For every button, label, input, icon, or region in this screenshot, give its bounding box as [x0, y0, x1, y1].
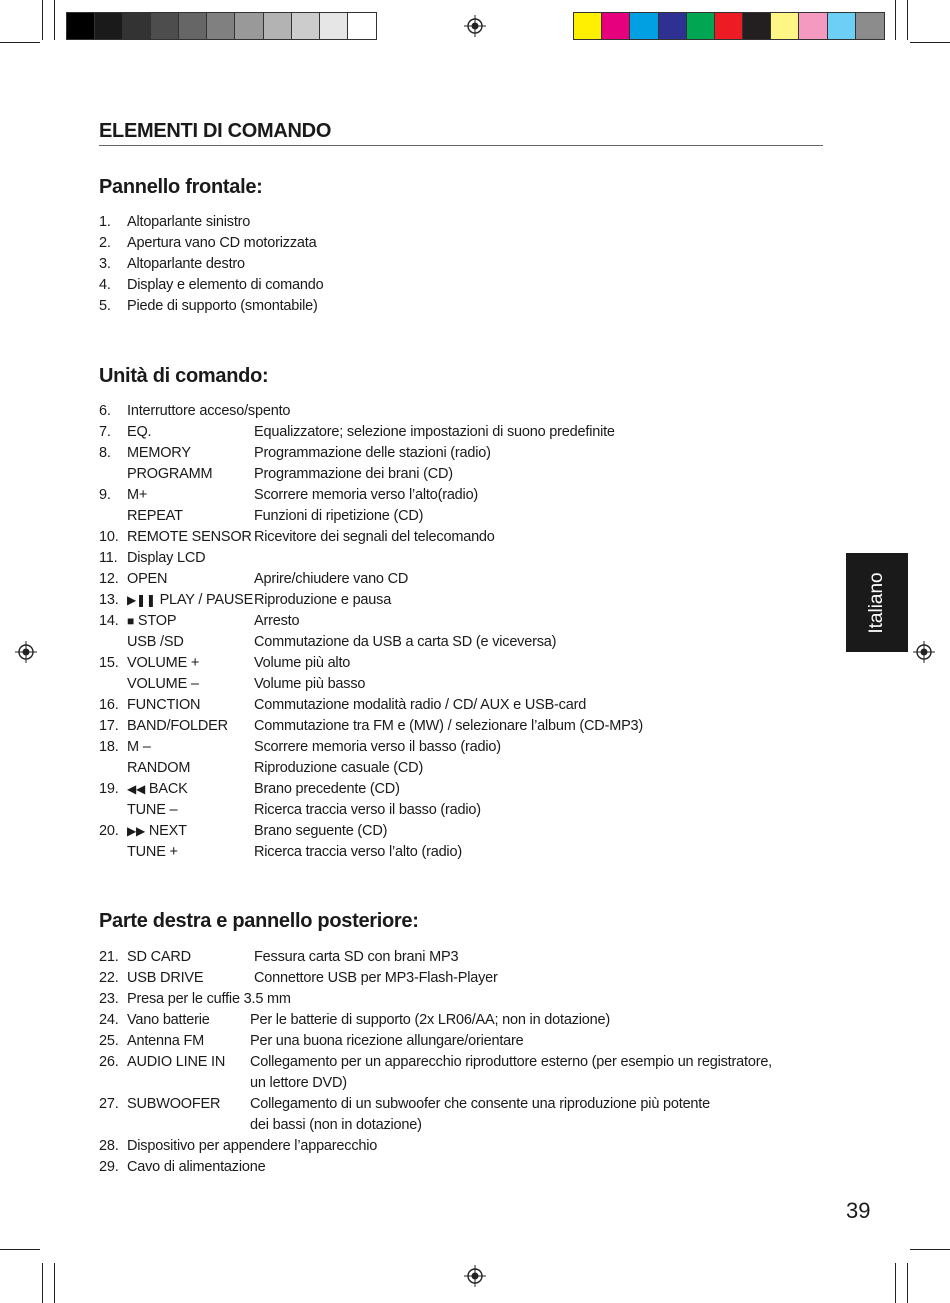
item-number: 6.	[99, 403, 111, 419]
item-description: Commutazione da USB a carta SD (e viceversa)	[254, 634, 557, 650]
item-description: Connettore USB per MP3-Flash-Player	[254, 970, 498, 986]
item-description: Programmazione dei brani (CD)	[254, 466, 453, 482]
media-control-icon: ◀◀	[127, 782, 146, 796]
item-number: 1.	[99, 214, 111, 230]
item-number: 8.	[99, 445, 111, 461]
color-swatch	[123, 13, 151, 39]
item-label: Display LCD	[127, 550, 206, 566]
item-description: Collegamento di un subwoofer che consente una riproduzione più potente	[250, 1096, 710, 1112]
item-number: 16.	[99, 697, 119, 713]
item-description: Scorrere memoria verso l’alto(radio)	[254, 487, 479, 503]
color-swatch	[659, 13, 687, 39]
item-label: SUBWOOFER	[127, 1096, 221, 1112]
crop-mark	[54, 1263, 55, 1303]
item-number: 12.	[99, 571, 119, 587]
color-swatch	[179, 13, 207, 39]
item-number: 9.	[99, 487, 111, 503]
item-description: Ricerca traccia verso l’alto (radio)	[254, 844, 462, 860]
item-description: Fessura carta SD con brani MP3	[254, 949, 459, 965]
registration-target-icon	[464, 1265, 486, 1287]
item-description: Volume più alto	[254, 655, 351, 671]
item-number: 15.	[99, 655, 119, 671]
crop-mark	[895, 0, 896, 40]
item-label: ■ STOP	[127, 611, 176, 632]
color-swatch	[856, 13, 884, 39]
color-swatch	[235, 13, 263, 39]
item-label: M –	[127, 739, 151, 755]
crop-mark	[907, 0, 908, 40]
color-swatch	[67, 13, 95, 39]
item-label: REPEAT	[127, 508, 183, 524]
item-description: Ricerca traccia verso il basso (radio)	[254, 802, 481, 818]
item-label: Dispositivo per appendere l’apparecchio	[127, 1138, 378, 1154]
item-label: ▶▶ NEXT	[127, 821, 187, 842]
item-number: 10.	[99, 529, 119, 545]
item-label: Cavo di alimentazione	[127, 1159, 266, 1175]
item-label: Display e elemento di comando	[127, 277, 324, 293]
crop-mark	[54, 0, 55, 40]
color-swatch	[95, 13, 123, 39]
item-number: 2.	[99, 235, 111, 251]
registration-target-icon	[464, 15, 486, 37]
item-number: 21.	[99, 949, 119, 965]
color-swatch	[264, 13, 292, 39]
item-description: Volume più basso	[254, 676, 366, 692]
color-swatch	[715, 13, 743, 39]
item-label: FUNCTION	[127, 697, 201, 713]
item-label: SD CARD	[127, 949, 191, 965]
color-swatch	[630, 13, 658, 39]
registration-target-icon	[15, 641, 37, 663]
item-label: MEMORY	[127, 445, 191, 461]
color-swatch	[828, 13, 856, 39]
item-label: Antenna FM	[127, 1033, 204, 1049]
color-swatch	[151, 13, 179, 39]
item-number: 28.	[99, 1138, 119, 1154]
cmyk-color-bar	[573, 12, 885, 40]
item-number: 18.	[99, 739, 119, 755]
color-swatch	[799, 13, 827, 39]
item-number: 5.	[99, 298, 111, 314]
item-label: ▶❚❚ PLAY / PAUSE	[127, 590, 253, 611]
item-description: Funzioni di ripetizione (CD)	[254, 508, 424, 524]
grayscale-color-bar	[66, 12, 377, 40]
item-label: PROGRAMM	[127, 466, 213, 482]
page-title: ELEMENTI DI COMANDO	[99, 120, 823, 146]
color-swatch	[207, 13, 235, 39]
item-description: Riproduzione e pausa	[254, 592, 392, 608]
crop-mark	[895, 1263, 896, 1303]
item-label: ◀◀ BACK	[127, 779, 188, 800]
item-label: M+	[127, 487, 148, 503]
item-description: Collegamento per un apparecchio riproduttore esterno (per esempio un registratore,	[250, 1054, 773, 1070]
item-number: 23.	[99, 991, 119, 1007]
page-number: 39	[846, 1198, 871, 1223]
item-label: Altoparlante sinistro	[127, 214, 251, 230]
item-label: USB DRIVE	[127, 970, 204, 986]
crop-mark	[910, 1249, 950, 1250]
item-number: 11.	[99, 550, 118, 566]
color-swatch	[771, 13, 799, 39]
item-label: TUNE –	[127, 802, 178, 818]
media-control-icon: ▶▶	[127, 824, 146, 838]
crop-mark	[907, 1263, 908, 1303]
crop-mark	[42, 0, 43, 40]
item-label: Vano batterie	[127, 1012, 210, 1028]
item-number: 13.	[99, 592, 119, 608]
color-swatch	[292, 13, 320, 39]
item-description: Commutazione modalità radio / CD/ AUX e USB-card	[254, 697, 587, 713]
item-description: dei bassi (non in dotazione)	[250, 1117, 422, 1133]
item-label: REMOTE SENSOR	[127, 529, 252, 545]
item-description: Equalizzatore; selezione impostazioni di suono predefinite	[254, 424, 615, 440]
item-number: 14.	[99, 613, 119, 629]
item-label: Interruttore acceso/spento	[127, 403, 291, 419]
language-tab-label: Italiano	[866, 571, 887, 634]
item-label: VOLUME –	[127, 676, 199, 692]
color-swatch	[320, 13, 348, 39]
section-heading-front-panel: Pannello frontale:	[99, 176, 263, 198]
item-label: BAND/FOLDER	[127, 718, 228, 734]
item-label: TUNE +	[127, 844, 178, 860]
item-label: OPEN	[127, 571, 168, 587]
item-number: 27.	[99, 1096, 119, 1112]
crop-mark	[910, 42, 950, 43]
item-description: Ricevitore dei segnali del telecomando	[254, 529, 495, 545]
item-label: RANDOM	[127, 760, 191, 776]
crop-mark	[0, 1249, 40, 1250]
section-heading-rear-panel: Parte destra e pannello posteriore:	[99, 910, 419, 932]
registration-target-icon	[913, 641, 935, 663]
item-label: Altoparlante destro	[127, 256, 245, 272]
item-description: Arresto	[254, 613, 300, 629]
item-description: Brano seguente (CD)	[254, 823, 388, 839]
color-swatch	[687, 13, 715, 39]
item-label: Apertura vano CD motorizzata	[127, 235, 317, 251]
item-description: Programmazione delle stazioni (radio)	[254, 445, 491, 461]
item-description: Riproduzione casuale (CD)	[254, 760, 424, 776]
section-heading-control-unit: Unità di comando:	[99, 365, 269, 387]
item-label: EQ.	[127, 424, 152, 440]
language-tab	[846, 553, 908, 652]
item-label: Piede di supporto (smontabile)	[127, 298, 318, 314]
item-label: USB /SD	[127, 634, 184, 650]
color-swatch	[574, 13, 602, 39]
item-description: Per le batterie di supporto (2x LR06/AA; non in dotazione)	[250, 1012, 610, 1028]
media-control-icon: ■	[127, 614, 135, 628]
item-number: 19.	[99, 781, 119, 797]
color-swatch	[602, 13, 630, 39]
item-description: Aprire/chiudere vano CD	[254, 571, 409, 587]
item-label: Presa per le cuffie 3.5 mm	[127, 991, 291, 1007]
item-number: 4.	[99, 277, 111, 293]
item-description: Scorrere memoria verso il basso (radio)	[254, 739, 501, 755]
item-number: 3.	[99, 256, 111, 272]
crop-mark	[42, 1263, 43, 1303]
crop-mark	[0, 42, 40, 43]
item-label: AUDIO LINE IN	[127, 1054, 226, 1070]
item-description: un lettore DVD)	[250, 1075, 347, 1091]
color-swatch	[743, 13, 771, 39]
item-label: VOLUME +	[127, 655, 200, 671]
item-number: 20.	[99, 823, 119, 839]
item-description: Brano precedente (CD)	[254, 781, 400, 797]
item-number: 17.	[99, 718, 119, 734]
item-number: 7.	[99, 424, 111, 440]
item-number: 26.	[99, 1054, 119, 1070]
item-number: 25.	[99, 1033, 119, 1049]
item-number: 29.	[99, 1159, 119, 1175]
color-swatch	[348, 13, 376, 39]
item-description: Commutazione tra FM e (MW) / selezionare l’album (CD-MP3)	[254, 718, 644, 734]
item-description: Per una buona ricezione allungare/orientare	[250, 1033, 524, 1049]
item-number: 24.	[99, 1012, 119, 1028]
media-control-icon: ▶❚❚	[127, 593, 156, 607]
item-number: 22.	[99, 970, 119, 986]
